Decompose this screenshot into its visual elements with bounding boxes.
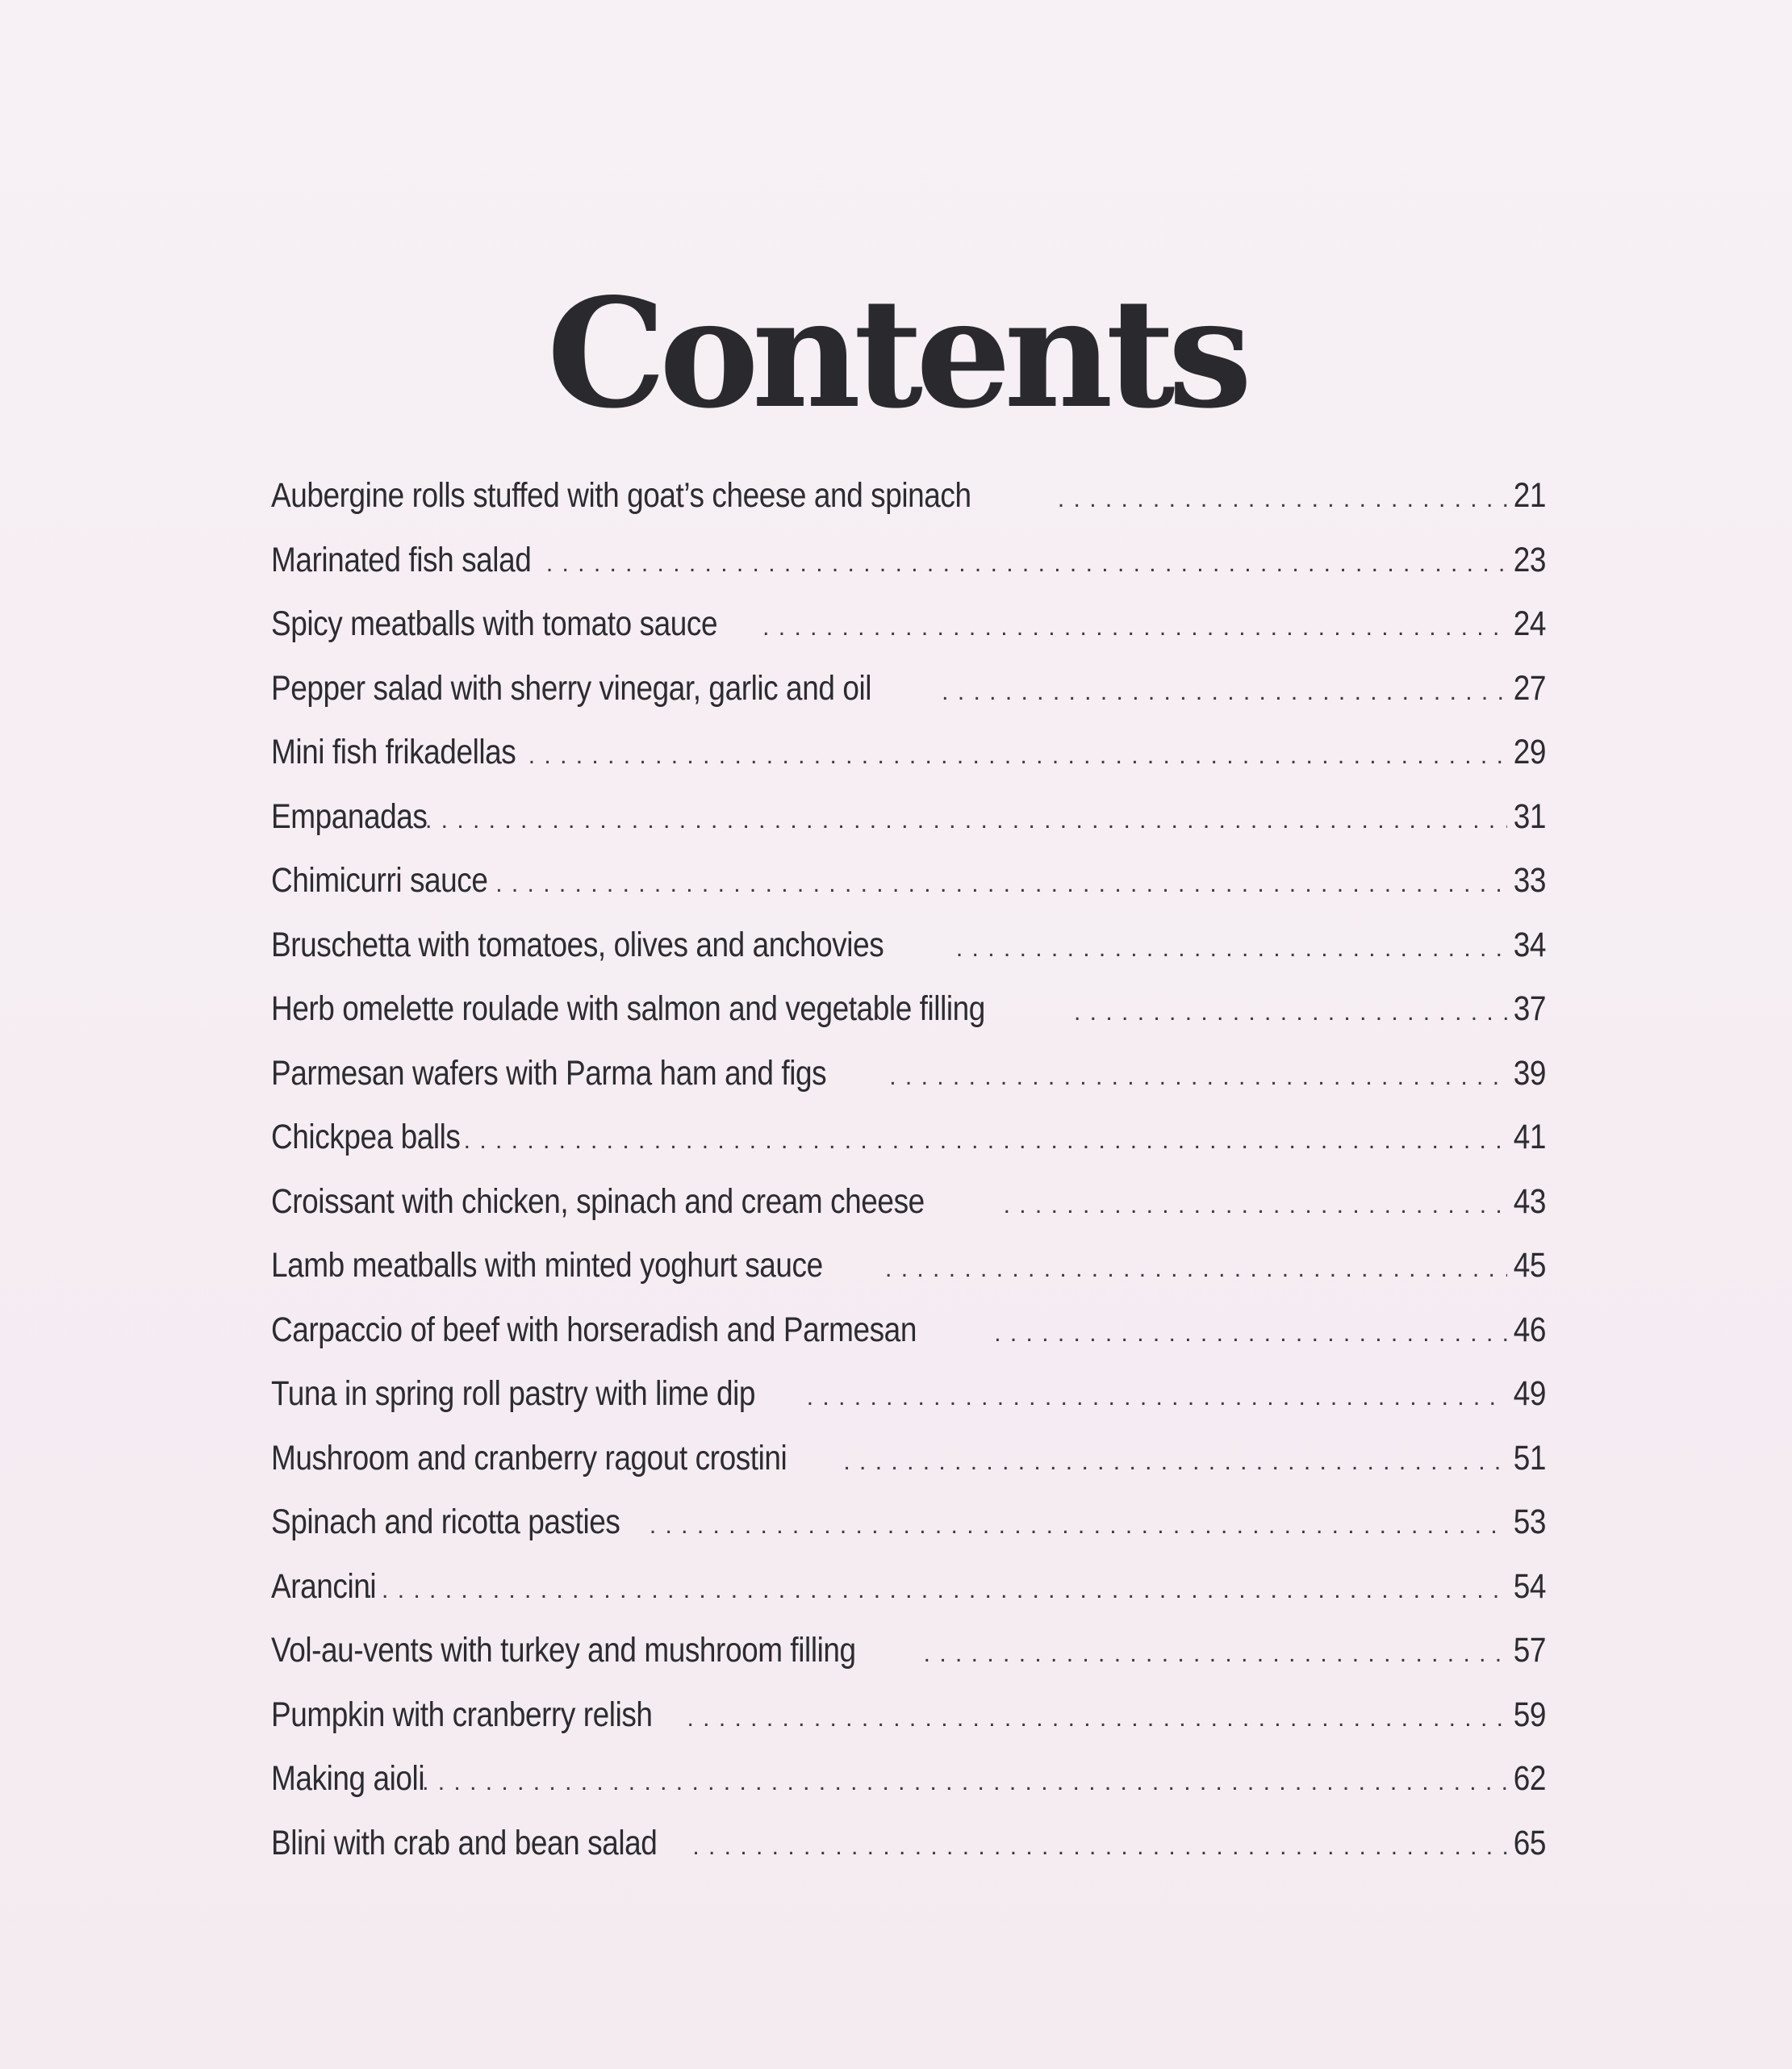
toc-entry-title: Tuna in spring roll pastry with lime dip	[271, 1374, 756, 1413]
toc-entry-title: Aubergine rolls stuffed with goat’s cheese and spinach	[271, 476, 971, 515]
toc-entry[interactable]	[271, 604, 1546, 669]
toc-entry[interactable]	[271, 1695, 1546, 1760]
dot-leader	[999, 1192, 1507, 1219]
toc-entry-page: 33	[1513, 861, 1546, 900]
toc-entry[interactable]	[271, 1054, 1546, 1118]
dot-leader	[417, 1769, 1507, 1796]
dot-leader	[802, 1384, 1507, 1411]
dot-leader	[459, 1127, 1507, 1155]
dot-leader	[880, 1256, 1507, 1283]
toc-entry[interactable]	[271, 476, 1546, 541]
toc-entry-title: Marinated fish salad	[271, 540, 532, 579]
toc-entry[interactable]	[271, 1759, 1546, 1824]
toc-entry-page: 23	[1513, 540, 1546, 579]
toc-entry-page: 46	[1513, 1310, 1546, 1349]
toc-entry[interactable]	[271, 541, 1546, 605]
toc-entry-title: Pepper salad with sherry vinegar, garlic and oil	[271, 668, 872, 708]
dot-leader	[919, 1641, 1507, 1668]
toc-entry-title: Pumpkin with cranberry relish	[271, 1695, 653, 1734]
dot-leader	[645, 1512, 1507, 1540]
toc-entry[interactable]	[271, 1567, 1546, 1632]
dot-leader	[838, 1448, 1507, 1476]
toc-entry-title: Chickpea balls	[271, 1118, 461, 1156]
toc-entry[interactable]	[271, 733, 1546, 797]
toc-entry-page: 31	[1513, 796, 1546, 836]
toc-entry-title: Spicy meatballs with tomato sauce	[271, 604, 718, 643]
toc-entry-title: Arancini	[271, 1566, 377, 1606]
toc-entry-title: Vol-au-vents with turkey and mushroom filling	[271, 1631, 856, 1670]
toc-entry[interactable]	[271, 1246, 1546, 1310]
toc-entry-title: Herb omelette roulade with salmon and vegetable filling	[271, 989, 985, 1028]
table-of-contents	[271, 476, 1546, 1887]
toc-entry-page: 21	[1513, 476, 1546, 515]
dot-leader	[687, 1833, 1507, 1861]
toc-entry[interactable]	[271, 1374, 1546, 1439]
toc-entry-page: 59	[1513, 1695, 1546, 1734]
dot-leader	[1069, 999, 1507, 1026]
toc-entry-page: 53	[1513, 1503, 1546, 1541]
toc-entry-page: 51	[1513, 1438, 1546, 1478]
toc-entry[interactable]	[271, 1182, 1546, 1247]
toc-entry[interactable]	[271, 1824, 1546, 1888]
dot-leader	[361, 1577, 1507, 1604]
toc-entry[interactable]	[271, 669, 1546, 734]
toc-entry[interactable]	[271, 926, 1546, 990]
toc-entry[interactable]	[271, 1631, 1546, 1695]
toc-entry-page: 34	[1513, 925, 1546, 964]
toc-entry-page: 45	[1513, 1246, 1546, 1285]
dot-leader	[951, 935, 1507, 963]
toc-entry-page: 41	[1513, 1118, 1546, 1156]
toc-entry-page: 29	[1513, 733, 1546, 771]
toc-entry[interactable]	[271, 1439, 1546, 1503]
dot-leader	[1053, 486, 1507, 513]
dot-leader	[884, 1064, 1507, 1091]
toc-entry-page: 39	[1513, 1053, 1546, 1093]
toc-entry-page: 62	[1513, 1759, 1546, 1798]
page-title: Contents	[546, 265, 1246, 441]
toc-entry-page: 65	[1513, 1823, 1546, 1862]
toc-entry-title: Lamb meatballs with minted yoghurt sauce	[271, 1246, 823, 1285]
dot-leader	[524, 742, 1507, 770]
toc-entry-page: 54	[1513, 1566, 1546, 1606]
toc-entry-title: Spinach and ricotta pasties	[271, 1503, 620, 1541]
toc-entry[interactable]	[271, 1503, 1546, 1567]
toc-entry-page: 24	[1513, 604, 1546, 643]
dot-leader	[420, 807, 1507, 834]
toc-entry[interactable]	[271, 1118, 1546, 1182]
toc-entry-title: Empanadas	[271, 796, 428, 836]
dot-leader	[989, 1320, 1507, 1348]
toc-entry-title: Making aioli	[271, 1759, 425, 1798]
toc-entry[interactable]	[271, 861, 1546, 926]
toc-entry-title: Mushroom and cranberry ragout crostini	[271, 1438, 787, 1478]
dot-leader	[937, 679, 1507, 706]
dot-leader	[682, 1705, 1507, 1733]
toc-entry[interactable]	[271, 797, 1546, 862]
toc-entry-title: Chimicurri sauce	[271, 861, 488, 900]
toc-entry-page: 49	[1513, 1374, 1546, 1413]
toc-entry-title: Croissant with chicken, spinach and cream cheese	[271, 1181, 925, 1221]
dot-leader	[491, 871, 1507, 898]
toc-entry-page: 57	[1513, 1631, 1546, 1670]
toc-entry[interactable]	[271, 989, 1546, 1054]
toc-entry-page: 37	[1513, 989, 1546, 1028]
toc-entry[interactable]	[271, 1310, 1546, 1375]
dot-leader	[758, 614, 1507, 642]
toc-entry-page: 43	[1513, 1181, 1546, 1221]
toc-entry-page: 27	[1513, 668, 1546, 708]
toc-entry-title: Blini with crab and bean salad	[271, 1823, 658, 1862]
toc-entry-title: Carpaccio of beef with horseradish and Parmesan	[271, 1310, 917, 1349]
dot-leader	[541, 550, 1507, 578]
toc-entry-title: Parmesan wafers with Parma ham and figs	[271, 1053, 827, 1093]
toc-entry-title: Bruschetta with tomatoes, olives and anchovies	[271, 925, 884, 964]
toc-entry-title: Mini fish frikadellas	[271, 733, 516, 771]
